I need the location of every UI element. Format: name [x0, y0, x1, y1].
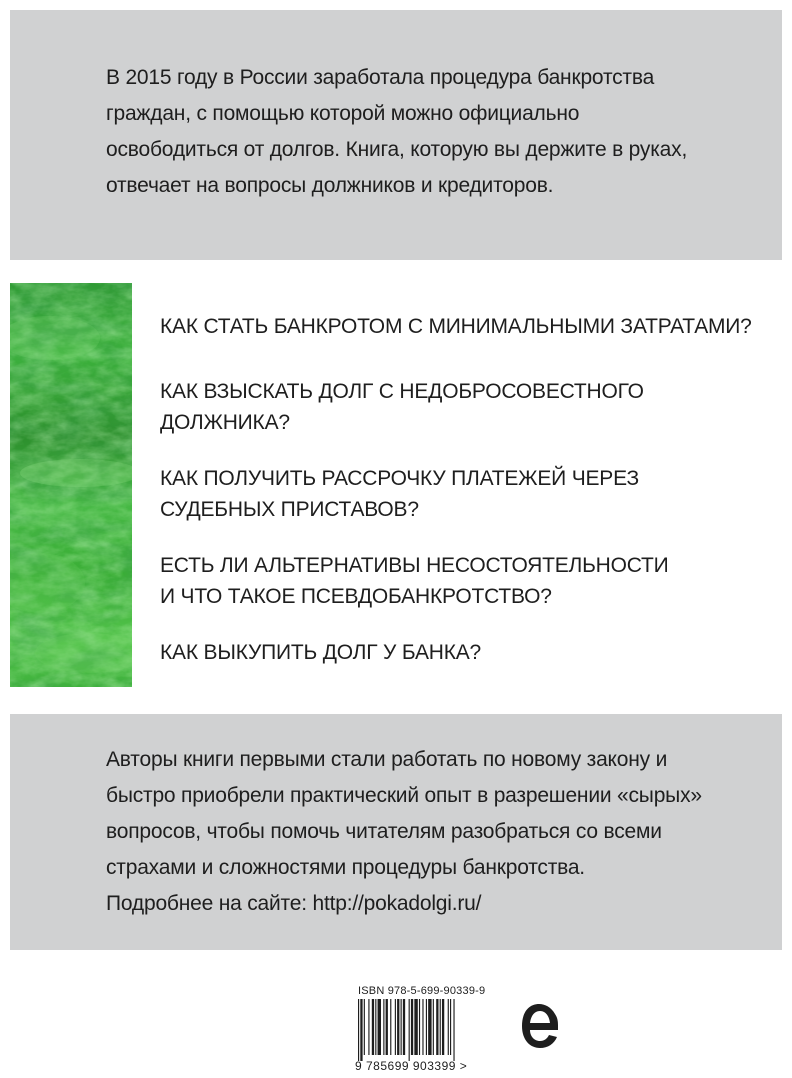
question-line: КАК СТАТЬ БАНКРОТОМ С МИНИМАЛЬНЫМИ ЗАТРАТАМИ? [160, 315, 752, 338]
intro-line: граждан, с помощью которой можно официально [106, 102, 580, 125]
barcode-bar [368, 999, 369, 1055]
barcode-bar [372, 999, 374, 1055]
barcode-bar [386, 999, 388, 1055]
barcode-bar [375, 999, 376, 1055]
barcode-bar [453, 999, 454, 1061]
barcode-bar [428, 999, 431, 1055]
isbn-barcode [356, 999, 502, 1061]
barcode-bar [419, 999, 420, 1055]
barcode-bar [414, 999, 417, 1055]
intro-paragraph [106, 60, 746, 204]
question-item [160, 550, 760, 612]
question-line: ЕСТЬ ЛИ АЛЬТЕРНАТИВЫ НЕСОСТОЯТЕЛЬНОСТИ [160, 554, 669, 577]
authors-line: Авторы книги первыми стали работать по новому закону и [106, 748, 668, 771]
question-line: КАК ПОЛУЧИТЬ РАССРОЧКУ ПЛАТЕЖЕЙ ЧЕРЕЗ [160, 467, 639, 490]
intro-line: отвечает на вопросы должников и кредиторов. [106, 174, 554, 197]
question-item [160, 637, 760, 668]
barcode-bar [440, 999, 441, 1055]
authors-line: вопросов, чтобы помочь читателям разобраться со всеми [106, 820, 662, 843]
question-line: СУДЕБНЫХ ПРИСТАВОВ? [160, 498, 419, 521]
question-item [160, 376, 760, 438]
barcode-bar [442, 999, 444, 1055]
question-item [160, 311, 760, 342]
barcode-bar [358, 999, 359, 1061]
barcode-bar [378, 999, 381, 1055]
authors-paragraph [106, 742, 756, 922]
barcode-bar [411, 999, 413, 1055]
barcode-bar [433, 999, 434, 1055]
isbn-label: ISBN 978-5-699-90339-9 [358, 985, 486, 997]
authors-line: быстро приобрели практический опыт в разрешении «сырых» [106, 784, 702, 807]
green-texture-image [10, 283, 132, 687]
barcode-bar [401, 999, 402, 1055]
intro-panel [10, 10, 782, 260]
barcode-bar [390, 999, 391, 1055]
question-line: И ЧТО ТАКОЕ ПСЕВДОБАНКРОТСТВО? [160, 585, 552, 608]
authors-line: страхами и сложностями процедуры банкротства. [106, 856, 585, 879]
intro-line: освободиться от долгов. Книга, которую вы держите в руках, [106, 138, 688, 161]
barcode-bar [422, 999, 423, 1055]
barcode-bar [383, 999, 384, 1055]
green-texture-svg [10, 283, 132, 687]
intro-line: В 2015 году в России заработала процедура банкротства [106, 66, 655, 89]
question-item [160, 463, 760, 525]
barcode-digits: 9 785699 903399 > [355, 1059, 468, 1073]
question-line: КАК ВЫКУПИТЬ ДОЛГ У БАНКА? [160, 641, 482, 664]
question-line: КАК ВЗЫСКАТЬ ДОЛГ С НЕДОБРОСОВЕСТНОГО [160, 380, 644, 403]
barcode-bar [397, 999, 399, 1055]
barcode-bar [436, 999, 438, 1055]
authors-panel [10, 714, 782, 950]
question-line: ДОЛЖНИКА? [160, 411, 290, 434]
barcode-bar [360, 999, 362, 1061]
barcode-bar [448, 999, 449, 1055]
barcode-bar [403, 999, 405, 1055]
barcode-bar [426, 999, 427, 1055]
barcode-bar [395, 999, 396, 1055]
questions-list [160, 311, 760, 693]
barcode-bar [450, 999, 451, 1055]
barcode-bar [364, 999, 365, 1055]
barcode-bar [409, 999, 410, 1061]
authors-website-line: Подробнее на сайте: http://pokadolgi.ru/ [106, 892, 482, 915]
publisher-logo-icon [518, 1000, 562, 1054]
